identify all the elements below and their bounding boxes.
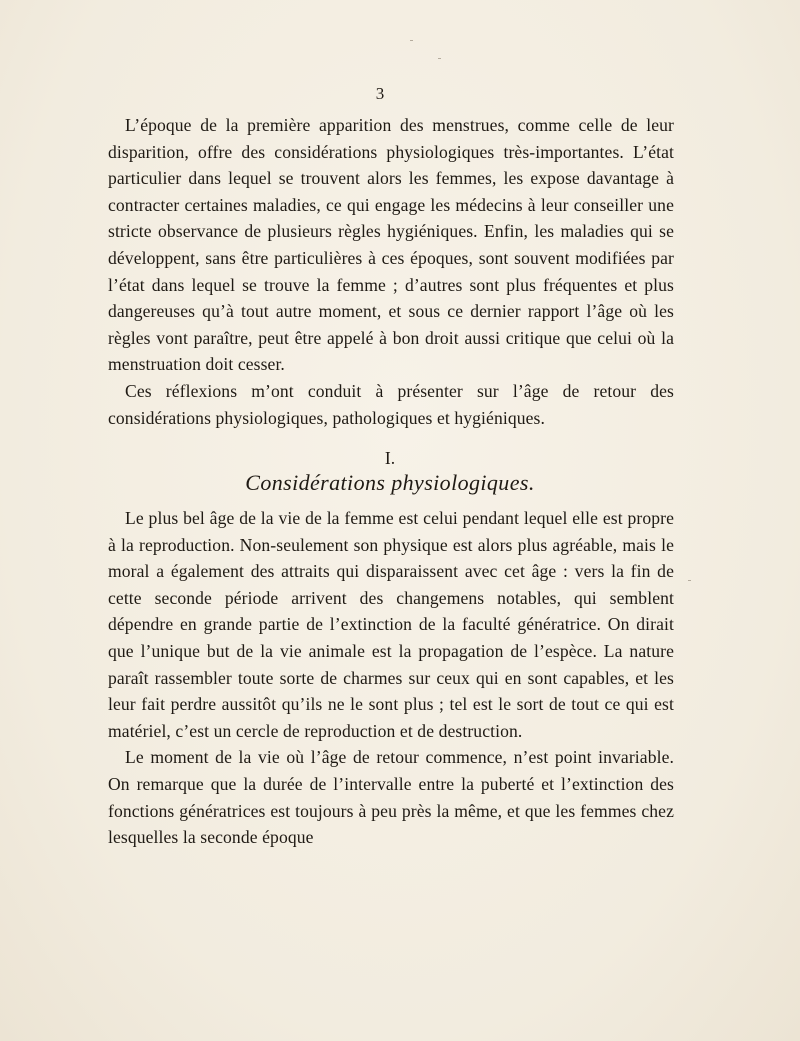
paper-speck xyxy=(438,58,441,59)
paragraph: Le moment de la vie où l’âge de retour commence, n’est point invariable. On remarque que la durée de l’intervalle entre la puberté et l’extinction des fonctions génératrices est toujours à peu près la même, et que les femmes chez lesquelles la seconde époque xyxy=(108,747,674,848)
section-number: I. xyxy=(384,448,396,468)
section-body xyxy=(108,505,674,851)
paragraph: L’époque de la première apparition des menstrues, comme celle de leur disparition, offre des considérations physiologiques très-importantes. L’état particulier dans lequel se trouvent alors les femmes, les expose davantage à contracter certaines maladies, ce qui engage les médecins à leur conseiller une stricte observance de plusieurs règles hygiéniques. Enfin, les maladies qui se développent, sans être particulières à ces époques, sont souvent modifiées par l’état dans lequel se trouve la femme ; d’autres sont plus fréquentes et plus dangereuses qu’à tout autre moment, et sous ce dernier rapport l’âge où les règles vont paraître, peut être appelé à bon droit aussi critique que celui où la menstruation doit cesser. xyxy=(108,115,674,375)
paper-speck xyxy=(410,40,413,41)
opening-paragraphs xyxy=(108,112,674,431)
page-number: 3 xyxy=(375,84,385,103)
section-title: Considérations physiologiques. xyxy=(245,470,535,495)
paragraph: Ces réflexions m’ont conduit à présenter sur l’âge de retour des considérations physiologiques, pathologiques et hygiéniques. xyxy=(108,380,674,428)
paragraph: Le plus bel âge de la vie de la femme est celui pendant lequel elle est propre à la reproduction. Non-seulement son physique est alors plus agréable, mais le moral a également des attraits qui disparaissent avec cet âge : vers la fin de cette seconde période arrivent des changemens notables, qui semblent dépendre en grande partie de l’extinction de la faculté génératrice. On dirait que l’unique but de la vie animale est la propagation de l’espèce. La nature paraît rassembler toute sorte de charmes sur ceux qui en sont capables, et les leur fait perdre aussitôt qu’ils ne le sont plus ; tel est le sort de tout ce qui est matériel, c’est un cercle de reproduction et de destruction. xyxy=(108,508,674,741)
paper-speck xyxy=(688,580,691,581)
